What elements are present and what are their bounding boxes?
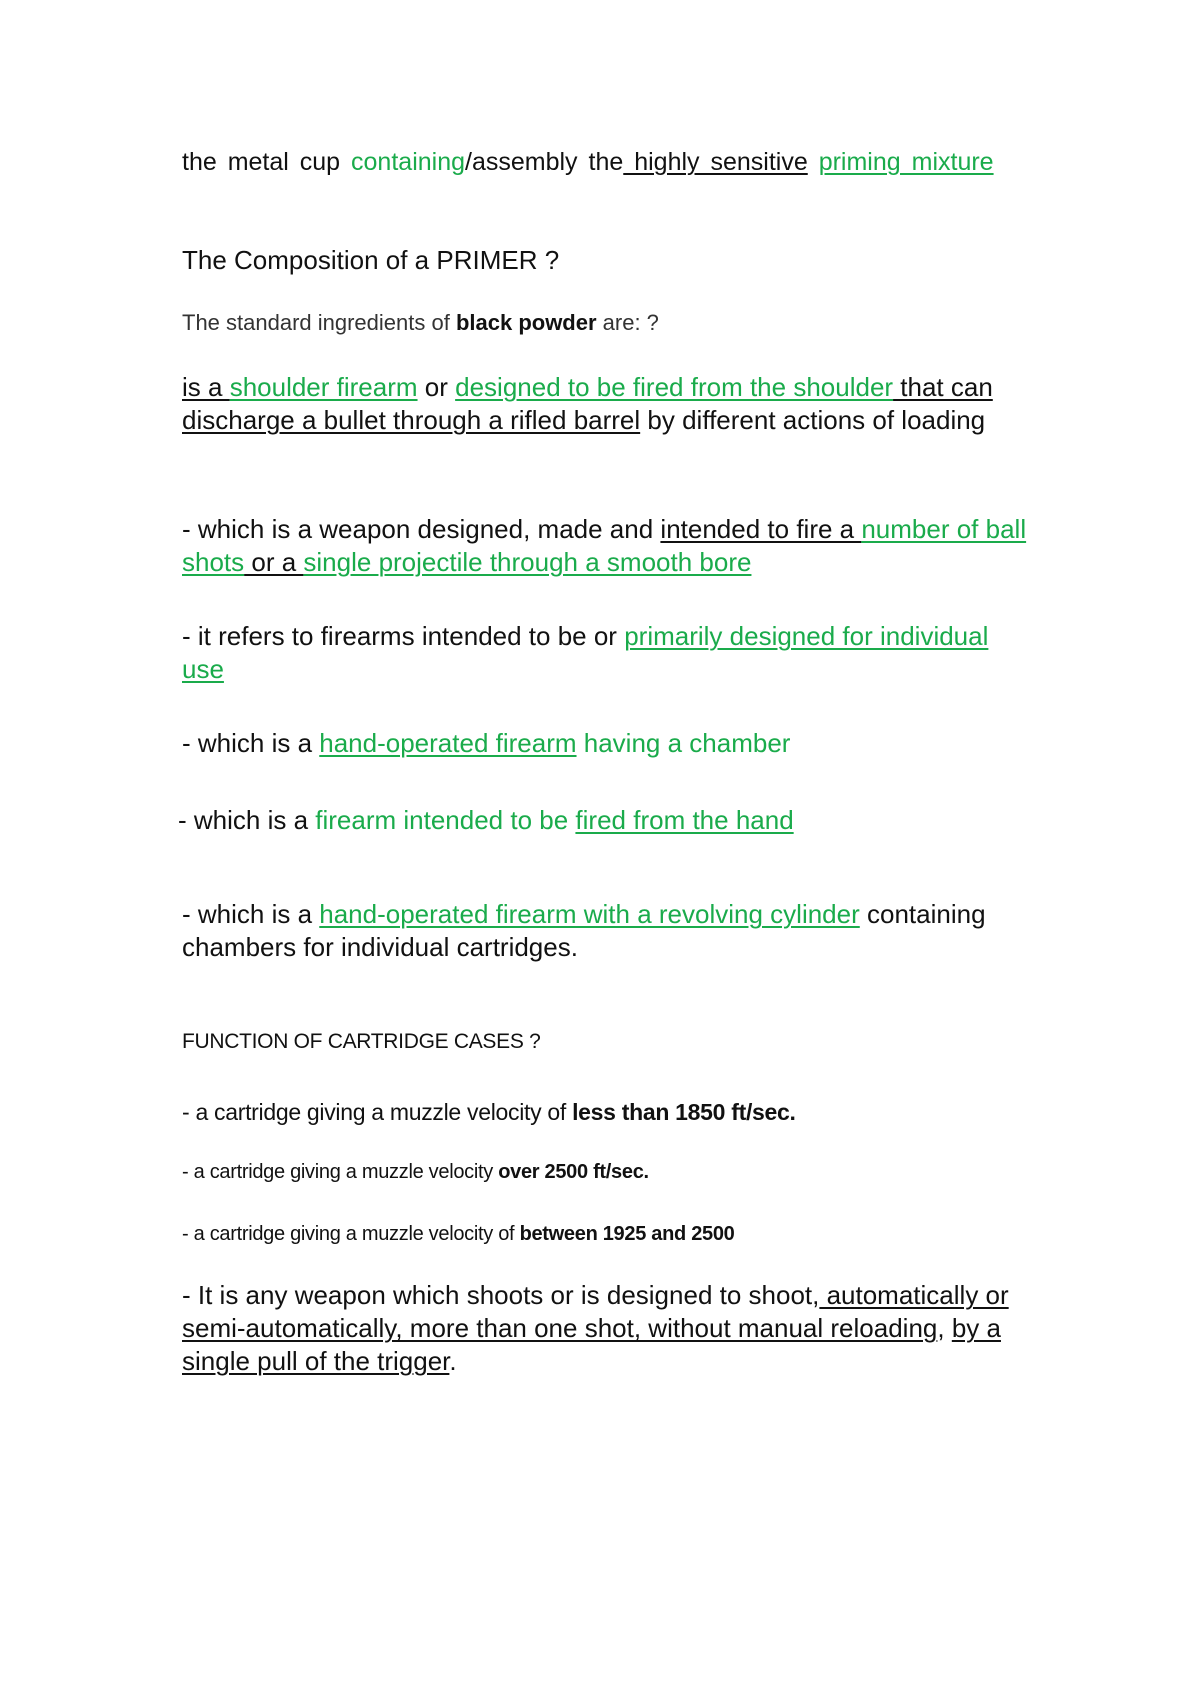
text-run-green-underlined: fired from the hand: [575, 805, 794, 835]
paragraph-shotgun-definition: [182, 513, 1027, 579]
text-run: - which is a weapon designed, made and: [182, 514, 661, 544]
paragraph-rifle-definition: [182, 371, 1027, 437]
text-run-green-underlined: number of ball shots: [182, 514, 1027, 577]
paragraph-pistol-definition: [182, 727, 1027, 760]
text-run-green: firearm intended to be: [315, 805, 576, 835]
text-run: containing chambers for individual cartridges.: [182, 899, 986, 962]
text-run-green-underlined: hand-operated firearm: [319, 728, 577, 758]
paragraph-high-velocity: [182, 1158, 1027, 1186]
text-run-underlined: by a single pull of the trigger: [182, 1313, 1001, 1376]
text-run: The Composition of a PRIMER ?: [182, 245, 560, 275]
text-run-green-underlined: single projectile through a smooth bore: [303, 547, 752, 577]
text-run: FUNCTION OF CARTRIDGE CASES ?: [182, 1030, 541, 1053]
text-run: - a cartridge giving a muzzle velocity of: [182, 1223, 520, 1245]
text-run-bold: between 1925 and 2500: [519, 1223, 735, 1245]
paragraph-low-velocity: [182, 1097, 1027, 1127]
text-run-underlined: intended to fire a: [660, 514, 862, 544]
text-run-underlined: automatically or semi-automatically, more than one shot, without manual reloading: [182, 1280, 1009, 1343]
text-run-underlined: or a: [244, 547, 304, 577]
text-run-green: having a chamber: [576, 728, 791, 758]
text-run-green-underlined: priming mixture: [818, 148, 994, 176]
paragraph-medium-velocity: [182, 1220, 1027, 1248]
paragraph-revolver-definition: [182, 898, 1027, 964]
text-run-underlined: highly sensitive: [623, 148, 808, 176]
text-run-underlined: that can discharge a bullet through a rifled barrel: [182, 372, 993, 435]
text-run-green: containing: [351, 148, 466, 176]
text-run: or: [417, 372, 456, 402]
text-run: are: ?: [596, 310, 659, 335]
text-run: - it refers to firearms intended to be or: [182, 621, 625, 651]
text-run-bold: less than 1850 ft/sec.: [572, 1099, 796, 1125]
heading-primer-composition: [182, 244, 1027, 277]
paragraph-primer-definition: [182, 146, 1027, 179]
heading-cartridge-cases-function: [182, 1028, 1027, 1056]
text-run: by different actions of loading: [640, 405, 986, 435]
paragraph-handgun-definition: [178, 804, 1023, 837]
text-run: - which is a: [182, 728, 320, 758]
text-run: - It is any weapon which shoots or is designed to shoot,: [182, 1280, 820, 1310]
text-run: [808, 148, 819, 176]
text-run-green-underlined: primarily designed for individual use: [182, 621, 989, 684]
text-run: - a cartridge giving a muzzle velocity of: [182, 1099, 573, 1125]
text-run: - which is a: [178, 805, 316, 835]
text-run-green-underlined: hand-operated firearm with a revolving cylinder: [319, 899, 860, 929]
text-run-green-underlined: designed to be fired from the shoulder: [455, 372, 894, 402]
text-run: ,: [937, 1313, 952, 1343]
text-run-bold: black powder: [455, 310, 597, 335]
text-run: the metal cup: [182, 148, 352, 176]
text-run-underlined: is a: [182, 372, 230, 402]
text-run: - which is a: [182, 899, 320, 929]
text-run-green-underlined: shoulder firearm: [229, 372, 418, 402]
text-run: .: [449, 1346, 457, 1376]
paragraph-black-powder: [182, 309, 1027, 337]
text-run: /assembly the: [465, 148, 624, 176]
text-run-bold: over 2500 ft/sec.: [498, 1161, 649, 1183]
text-run: The standard ingredients of: [182, 310, 456, 335]
paragraph-machine-gun-definition: [182, 1279, 1027, 1378]
paragraph-small-arms-definition: [182, 620, 1027, 686]
text-run: - a cartridge giving a muzzle velocity: [182, 1161, 499, 1183]
